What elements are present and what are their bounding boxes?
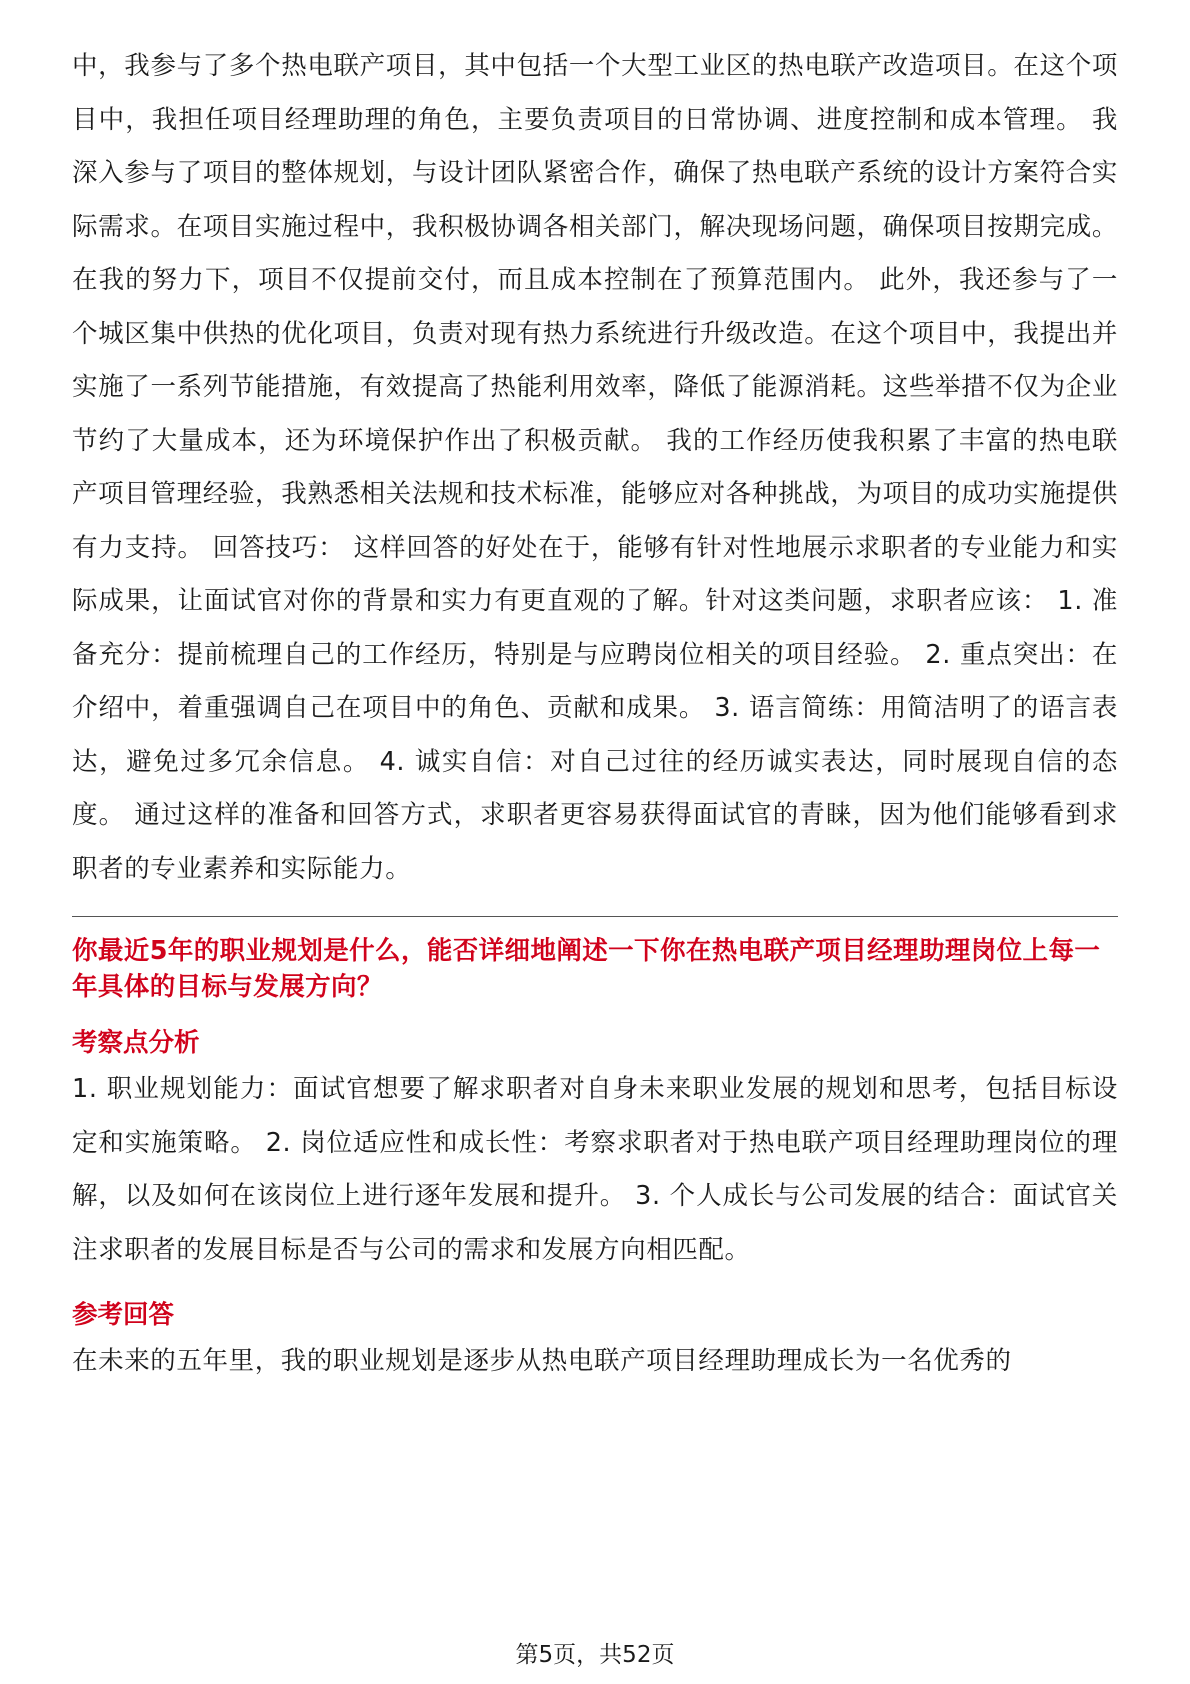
interview-question: 你最近5年的职业规划是什么，能否详细地阐述一下你在热电联产项目经理助理岗位上每一年具体的目标与发展方向？ — [72, 936, 1101, 1002]
section-divider — [72, 916, 1118, 917]
answer-heading: 参考回答 — [72, 1300, 175, 1330]
analysis-heading: 考察点分析 — [72, 1028, 200, 1058]
analysis-paragraph: 1. 职业规划能力：面试官想要了解求职者对自身未来职业发展的规划和思考，包括目标设定和实施策略。 2. 岗位适应性和成长性：考察求职者对于热电联产项目经理助理岗位的理解，以及如何在该岗位上进行逐年发展和提升。 3. 个人成长与公司发展的结合：面试官关注求职者的发展目标是否与公司的需求和发展方向相匹配。 — [72, 1074, 1118, 1265]
page-content — [72, 40, 1118, 1389]
page-number-footer: 第5页，共52页 — [515, 1642, 675, 1668]
answer-continuation-paragraph: 中，我参与了多个热电联产项目，其中包括一个大型工业区的热电联产改造项目。在这个项目中，我担任项目经理助理的角色，主要负责项目的日常协调、进度控制和成本管理。 我深入参与了项目的整体规划，与设计团队紧密合作，确保了热电联产系统的设计方案符合实际需求。在项目实施过程中，我积极协调各相关部门，解决现场问题，确保项目按期完成。在我的努力下，项目不仅提前交付，而且成本控制在了预算范围内。 此外，我还参与了一个城区集中供热的优化项目，负责对现有热力系统进行升级改造。在这个项目中，我提出并实施了一系列节能措施，有效提高了热能利用效率，降低了能源消耗。这些举措不仅为企业节约了大量成本，还为环境保护作出了积极贡献。 我的工作经历使我积累了丰富的热电联产项目管理经验，我熟悉相关法规和技术标准，能够应对各种挑战，为项目的成功实施提供有力支持。 回答技巧： 这样回答的好处在于，能够有针对性地展示求职者的专业能力和实际成果，让面试官对你的背景和实力有更直观的了解。针对这类问题，求职者应该： 1. 准备充分：提前梳理自己的工作经历，特别是与应聘岗位相关的项目经验。 2. 重点突出：在介绍中，着重强调自己在项目中的角色、贡献和成果。 3. 语言简练：用简洁明了的语言表达，避免过多冗余信息。 4. 诚实自信：对自己过往的经历诚实表达，同时展现自信的态度。 通过这样的准备和回答方式，求职者更容易获得面试官的青睐，因为他们能够看到求职者的专业素养和实际能力。 — [72, 51, 1118, 884]
answer-paragraph: 在未来的五年里，我的职业规划是逐步从热电联产项目经理助理成长为一名优秀的 — [72, 1346, 1012, 1376]
